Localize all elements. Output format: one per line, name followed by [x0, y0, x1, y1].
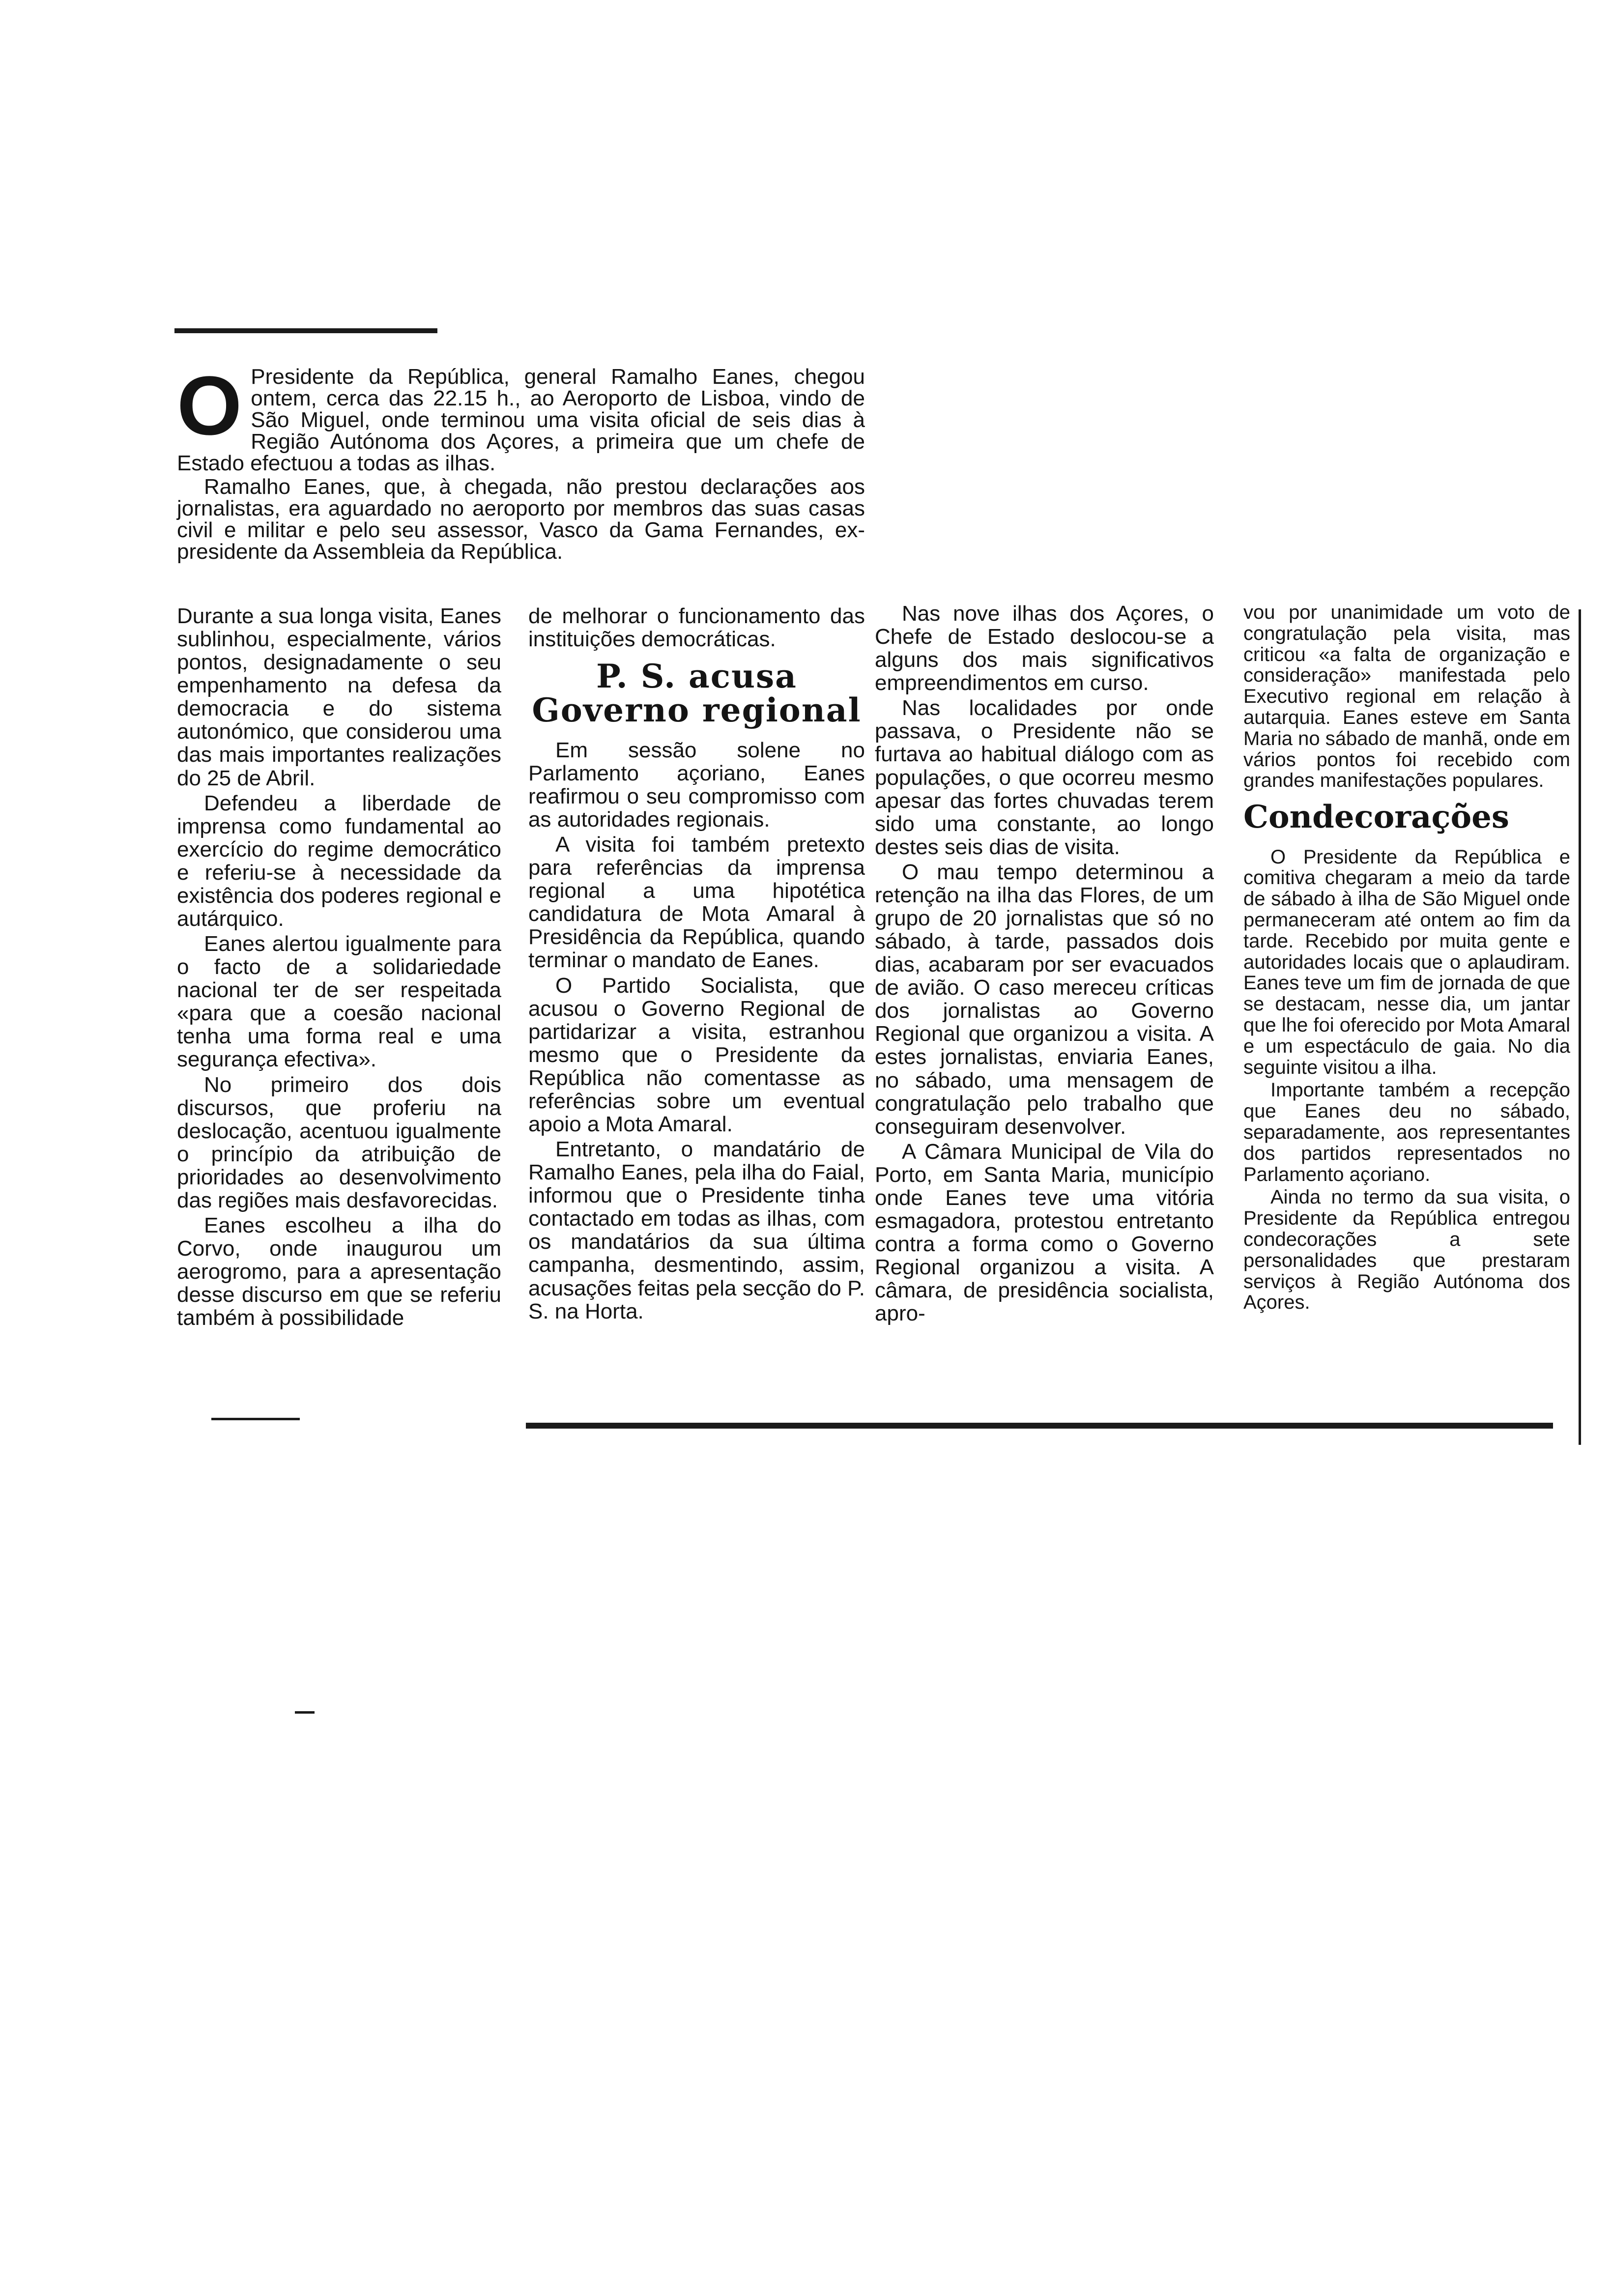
- paragraph: A visita foi também pretexto para referências da imprensa regional a uma hipotética candidatura de Mota Amaral à Presidência da República, quando terminar o mandato de Eanes.: [528, 832, 865, 973]
- paragraph: de melhorar o funcionamento das instituições democráticas.: [528, 604, 865, 652]
- col1-bottom-rule: [211, 1418, 300, 1420]
- paragraph: O mau tempo determinou a retenção na ilha das Flores, de um grupo de 20 jornalistas que só no sábado, à tarde, passados dois dias, acabaram por ser evacuados de avião. O caso mereceu críticas dos jornalistas ao Governo Regional que organizou a visita. A estes jornalistas, enviaria Eanes, no sábado, uma mensagem de congratulação pelo trabalho que conseguiram desenvolver.: [875, 860, 1214, 1139]
- bottom-rule: [526, 1423, 1553, 1429]
- paragraph: Em sessão solene no Parlamento açoriano, Eanes reafirmou o seu compromisso com as autoridades regionais.: [528, 738, 865, 832]
- paragraph: vou por unanimidade um voto de congratulação pela visita, mas criticou «a falta de organização e consideração» manifestada pelo Executivo regional em relação à autarquia. Eanes esteve em Santa Maria no sábado de manhã, onde em vários pontos foi recebido com grandes manifestações populares.: [1243, 602, 1570, 792]
- paragraph: Eanes escolheu a ilha do Corvo, onde inaugurou um aerogromo, para a apresentação desse discurso em que se referiu também à possibilidade: [177, 1213, 501, 1330]
- column-3: [875, 602, 1214, 1327]
- stray-dash: [295, 1711, 315, 1714]
- paragraph: Durante a sua longa visita, Eanes sublinhou, especialmente, vários pontos, designadamente o seu empenhamento na defesa da democracia e do sistema autonómico, que considerou uma das mais importantes realizações do 25 de Abril.: [177, 604, 501, 790]
- column-2: [528, 604, 865, 1325]
- column-4: [1243, 602, 1570, 1315]
- paragraph: Eanes alertou igualmente para o facto de a solidariedade nacional ter de ser respeitada «para que a coesão nacional tenha uma forma real e uma segurança efectiva».: [177, 932, 501, 1072]
- paragraph: Importante também a recepção que Eanes deu no sábado, separadamente, aos representantes dos partidos representados no Parlamento açoriano.: [1243, 1079, 1570, 1185]
- paragraph: Ainda no termo da sua visita, o Presidente da República entregou condecorações a sete personalidades que prestaram serviços à Região Autónoma dos Açores.: [1243, 1186, 1570, 1314]
- paragraph: Entretanto, o mandatário de Ramalho Eanes, pela ilha do Faial, informou que o Presidente tinha contactado em todas as ilhas, com os mandatários da sua última campanha, desmentindo, assim, acusações feitas pela secção do P. S. na Horta.: [528, 1137, 865, 1323]
- paragraph: Nas nove ilhas dos Açores, o Chefe de Estado deslocou-se a alguns dos mais significativos empreendimentos em curso.: [875, 602, 1214, 695]
- paragraph: O Presidente da República e comitiva chegaram a meio da tarde de sábado à ilha de São Miguel onde permaneceram até ontem ao fim da tarde. Recebido por muita gente e autoridades locais que o aplaudiram. Eanes teve um fim de jornada de que se destacam, nesse dia, um jantar que lhe foi oferecido por Mota Amaral e um espectáculo de gaia. No dia seguinte visitou a ilha.: [1243, 846, 1570, 1078]
- subheading-condecoracoes: Condecorações: [1243, 799, 1509, 836]
- paragraph: O Partido Socialista, que acusou o Governo Regional de partidarizar a visita, estranhou mesmo que o Presidente da República não comentasse as referências sobre um eventual apoio a Mota Amaral.: [528, 973, 865, 1136]
- paragraph: A Câmara Municipal de Vila do Porto, em Santa Maria, município onde Eanes teve uma vitória esmagadora, protestou entretanto contra a forma como o Governo Regional organizou a visita. A câmara, de presidência socialista, apro-: [875, 1139, 1214, 1326]
- lead-block: [177, 359, 865, 565]
- lead-paragraph: Presidente da República, general Ramalho Eanes, chegou ontem, cerca das 22.15 h., ao Aeroporto de Lisboa, vindo de São Miguel, onde terminou uma visita oficial de seis dias à Região Autónoma dos Açores, a primeira que um chefe de Estado efectuou a todas as ilhas.: [177, 365, 865, 475]
- drop-cap: O: [177, 359, 242, 453]
- top-rule: [174, 328, 437, 333]
- paragraph: Defendeu a liberdade de imprensa como fundamental ao exercício do regime democrático e referiu-se à necessidade da existência dos poderes regional e autárquico.: [177, 791, 501, 931]
- lead-paragraph-2: Ramalho Eanes, que, à chegada, não prestou declarações aos jornalistas, era aguardado no aeroporto por membros das suas casas civil e militar e pelo seu assessor, Vasco da Gama Fernandes, ex-presidente da Assembleia da República.: [177, 475, 865, 564]
- paragraph: Nas localidades por onde passava, o Presidente não se furtava ao habitual diálogo com as populações, o que ocorreu mesmo apesar das fortes chuvadas terem sido uma constante, ao longo destes seis dias de visita.: [875, 696, 1214, 859]
- paragraph: No primeiro dos dois discursos, que proferiu na deslocação, acentuou igualmente o princípio da atribuição de prioridades ao desenvolvimento das regiões mais desfavorecidas.: [177, 1072, 501, 1212]
- section-headline: P. S. acusa Governo regional: [532, 657, 862, 730]
- column-1: [177, 604, 501, 1331]
- right-vertical-rule: [1579, 609, 1581, 1445]
